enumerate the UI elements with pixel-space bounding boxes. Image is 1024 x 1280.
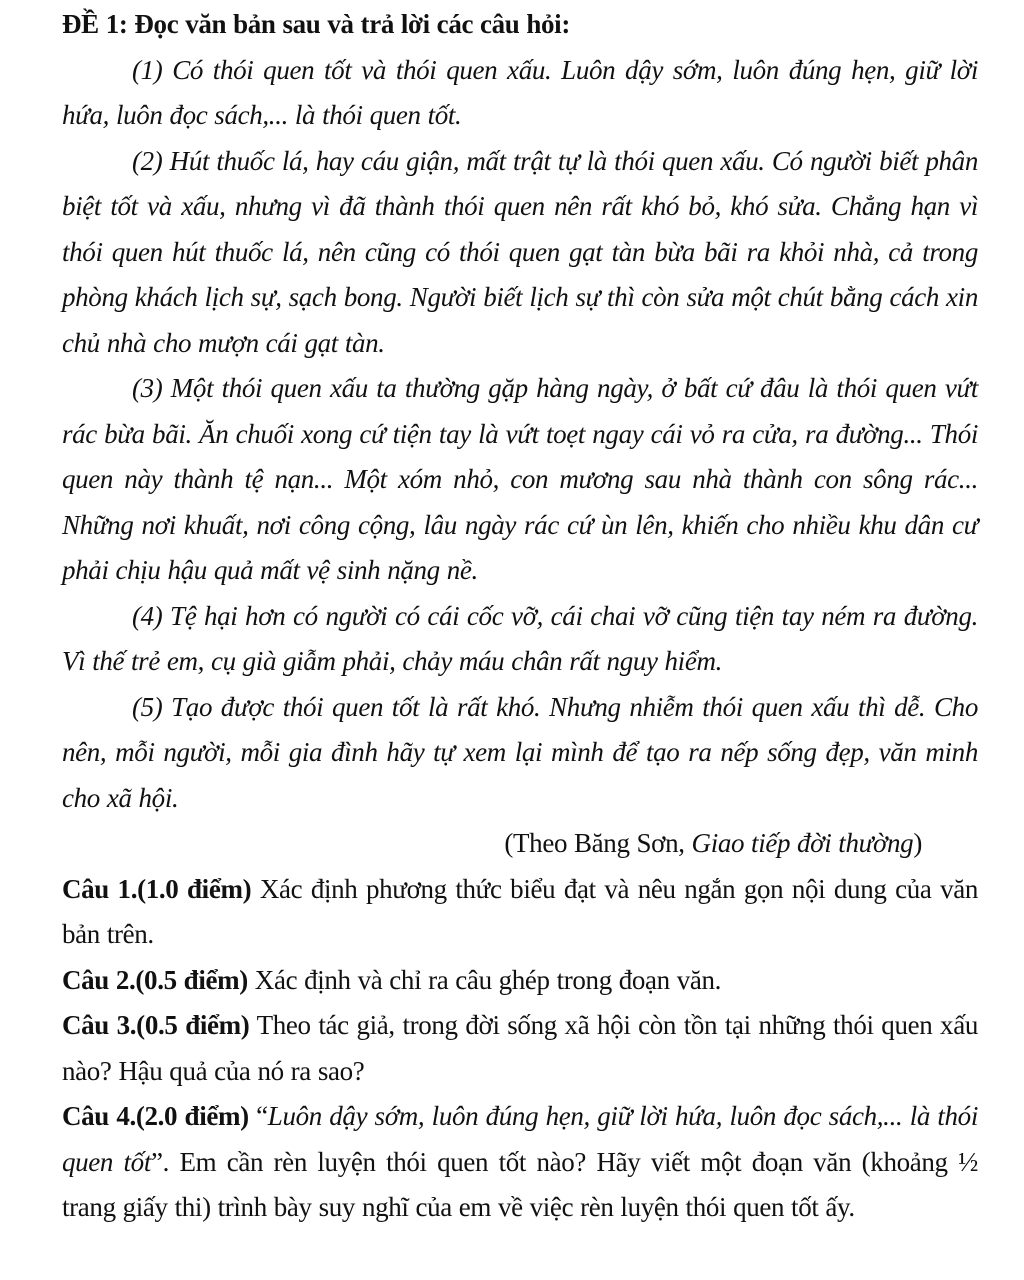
question-3-label: Câu 3.(0.5 điểm) <box>62 1010 250 1040</box>
question-4-quote-open: “ <box>248 1101 268 1131</box>
passage-paragraph-5: (5) Tạo được thói quen tốt là rất khó. Nhưng nhiễm thói quen xấu thì dễ. Cho nên, mỗi người, mỗi gia đình hãy tự xem lại mình để tạo ra nếp sống đẹp, văn minh cho xã hội. <box>62 691 978 813</box>
question-3 <box>62 1003 978 1094</box>
question-3-text: Theo tác giả, trong đời sống xã hội còn tồn tại những thói quen xấu nào? Hậu quả của nó ra sao? <box>62 1010 978 1086</box>
question-2 <box>62 958 978 1004</box>
question-2-label: Câu 2.(0.5 điểm) <box>62 964 248 995</box>
passage-paragraph-2: (2) Hút thuốc lá, hay cáu giận, mất trật tự là thói quen xấu. Có người biết phân biệt tốt và xấu, nhưng vì đã thành thói quen nên rất khó bỏ, khó sửa. Chẳng hạn vì thói quen hút thuốc lá, nên cũng có thói quen gạt tàn bừa bãi ra khỏi nhà, cả trong phòng khách lịch sự, sạch bong. Người biết lịch sự thì còn sửa một chút bằng cách xin chủ nhà cho mượn cái gạt tàn. <box>62 145 978 358</box>
source-citation <box>62 821 978 867</box>
question-4-quote: Luôn dậy sớm, luôn đúng hẹn, giữ lời hứa, luôn đọc sách,... là thói quen tốt <box>62 1101 978 1177</box>
passage-paragraph-1: (1) Có thói quen tốt và thói quen xấu. Luôn dậy sớm, luôn đúng hẹn, giữ lời hứa, luôn đọc sách,... là thói quen tốt. <box>62 54 978 130</box>
question-2-text: Xác định và chỉ ra câu ghép trong đoạn văn. <box>247 964 722 995</box>
question-1-label: Câu 1.(1.0 điểm) <box>62 873 252 904</box>
question-4-text: Em cần rèn luyện thói quen tốt nào? Hãy viết một đoạn văn (khoảng ½ trang giấy thi) trình bày suy nghĩ của em về việc rèn luyện thói quen tốt ấy. <box>62 1146 979 1222</box>
question-1-text: Xác định phương thức biểu đạt và nêu ngắn gọn nội dung của văn bản trên. <box>62 873 979 949</box>
passage-paragraph-4: (4) Tệ hại hơn có người có cái cốc vỡ, cái chai vỡ cũng tiện tay ném ra đường. Vì thế trẻ em, cụ già giẫm phải, chảy máu chân rất nguy hiểm. <box>62 600 978 676</box>
question-4 <box>62 1094 978 1231</box>
source-prefix: (Theo Băng Sơn, <box>504 828 692 858</box>
exam-heading: ĐỀ 1: Đọc văn bản sau và trả lời các câu hỏi: <box>62 9 570 39</box>
question-4-label: Câu 4.(2.0 điểm) <box>62 1101 249 1131</box>
source-suffix: ) <box>913 828 922 858</box>
question-1 <box>62 867 978 958</box>
question-4-quote-close: ”. <box>150 1146 170 1177</box>
passage-paragraph-3: (3) Một thói quen xấu ta thường gặp hàng ngày, ở bất cứ đâu là thói quen vứt rác bừa bãi. Ăn chuối xong cứ tiện tay là vứt toẹt ngay cái vỏ ra cửa, ra đường... Thói quen này thành tệ nạn... Một xóm nhỏ, con mương sau nhà thành con sông rác... Những nơi khuất, nơi công cộng, lâu ngày rác cứ ùn lên, khiến cho nhiều khu dân cư phải chịu hậu quả mất vệ sinh nặng nề. <box>62 373 978 585</box>
source-work-title: Giao tiếp đời thường <box>691 828 914 858</box>
